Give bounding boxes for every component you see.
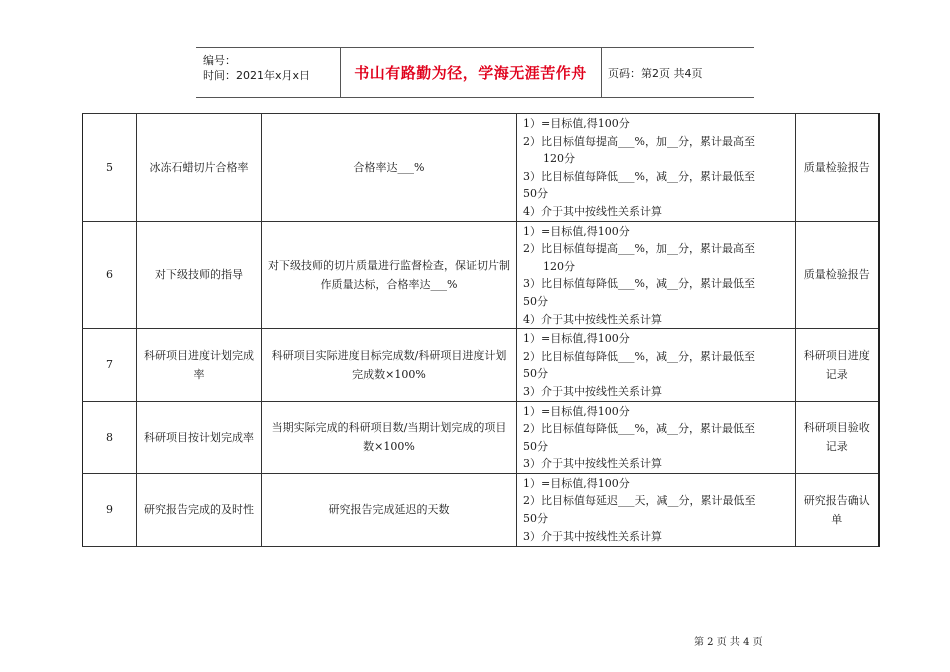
scoring-rule-line: 50分 [523, 512, 548, 526]
scoring-rules [517, 114, 796, 222]
scoring-rule-line: 2）比目标值每提高___%，加__分，累计最高至 [523, 134, 755, 148]
table-row [83, 473, 879, 546]
doc-number-label: 编号： [203, 54, 236, 67]
scoring-rule-line: 4）介于其中按线性关系计算 [523, 204, 662, 218]
scoring-rule-line: 2）比目标值每延迟___天，减__分，累计最低至 [523, 494, 756, 508]
row-number: 8 [83, 401, 137, 473]
scoring-rule-line: 1）=目标值,得100分 [523, 224, 630, 238]
scoring-rules [517, 221, 796, 329]
scoring-rule-line: 3）比目标值每降低___%，减__分，累计最低至 [523, 169, 755, 183]
indicator-definition: 科研项目实际进度目标完成数/科研项目进度计划完成数×100% [262, 329, 517, 401]
scoring-rule-line: 1）=目标值,得100分 [523, 117, 630, 130]
scoring-rule-line: 2）比目标值每降低___%，减__分，累计最低至 [523, 422, 755, 436]
indicator-name: 研究报告完成的及时性 [137, 473, 262, 546]
indicator-definition: 合格率达___% [262, 114, 517, 222]
page-footer: 第 2 页 共 4 页 [694, 637, 763, 648]
scoring-rule-line: 120分 [543, 259, 575, 273]
kpi-table [82, 113, 880, 547]
data-source: 科研项目验收记录 [796, 401, 879, 473]
scoring-rule-line: 2）比目标值每降低___%，减__分，累计最低至 [523, 349, 755, 363]
page-header [196, 47, 754, 98]
row-number: 6 [83, 221, 137, 329]
indicator-definition: 对下级技师的切片质量进行监督检查，保证切片制作质量达标，合格率达___% [262, 221, 517, 329]
row-number: 7 [83, 329, 137, 401]
indicator-definition: 当期实际完成的科研项目数/当期计划完成的项目数×100% [262, 401, 517, 473]
scoring-rule-line: 50分 [523, 187, 548, 201]
header-motto: 书山有路勤为径，学海无涯苦作舟 [340, 48, 602, 97]
indicator-name: 冰冻石蜡切片合格率 [137, 114, 262, 222]
row-number: 9 [83, 473, 137, 546]
table-row [83, 329, 879, 401]
scoring-rules [517, 329, 796, 401]
table-row [83, 114, 879, 222]
data-source: 质量检验报告 [796, 221, 879, 329]
scoring-rule-line: 1）=目标值,得100分 [523, 476, 630, 490]
indicator-name: 科研项目进度计划完成率 [137, 329, 262, 401]
scoring-rule-line: 50分 [523, 294, 548, 308]
indicator-name: 对下级技师的指导 [137, 221, 262, 329]
data-source: 质量检验报告 [796, 114, 879, 222]
row-number: 5 [83, 114, 137, 222]
scoring-rule-line: 3）介于其中按线性关系计算 [523, 384, 662, 398]
scoring-rule-line: 120分 [543, 152, 575, 166]
scoring-rules [517, 401, 796, 473]
scoring-rule-line: 3）比目标值每降低___%，减__分，累计最低至 [523, 277, 755, 291]
scoring-rule-line: 50分 [523, 439, 548, 453]
table-row [83, 221, 879, 329]
scoring-rule-line: 50分 [523, 367, 548, 381]
scoring-rule-line: 3）介于其中按线性关系计算 [523, 529, 662, 543]
scoring-rule-line: 1）=目标值,得100分 [523, 404, 630, 418]
data-source: 研究报告确认单 [796, 473, 879, 546]
scoring-rules [517, 473, 796, 546]
indicator-name: 科研项目按计划完成率 [137, 401, 262, 473]
table-row [83, 401, 879, 473]
scoring-rule-line: 3）介于其中按线性关系计算 [523, 457, 662, 471]
data-source: 科研项目进度记录 [796, 329, 879, 401]
scoring-rule-line: 4）介于其中按线性关系计算 [523, 312, 662, 326]
header-page-label: 页码：第2页 共4页 [608, 66, 703, 80]
scoring-rule-line: 2）比目标值每提高___%，加__分，累计最高至 [523, 242, 755, 256]
doc-time-label: 时间：2021年x月x日 [203, 69, 311, 82]
header-meta [196, 48, 341, 97]
scoring-rule-line: 1）=目标值,得100分 [523, 332, 630, 346]
indicator-definition: 研究报告完成延迟的天数 [262, 473, 517, 546]
